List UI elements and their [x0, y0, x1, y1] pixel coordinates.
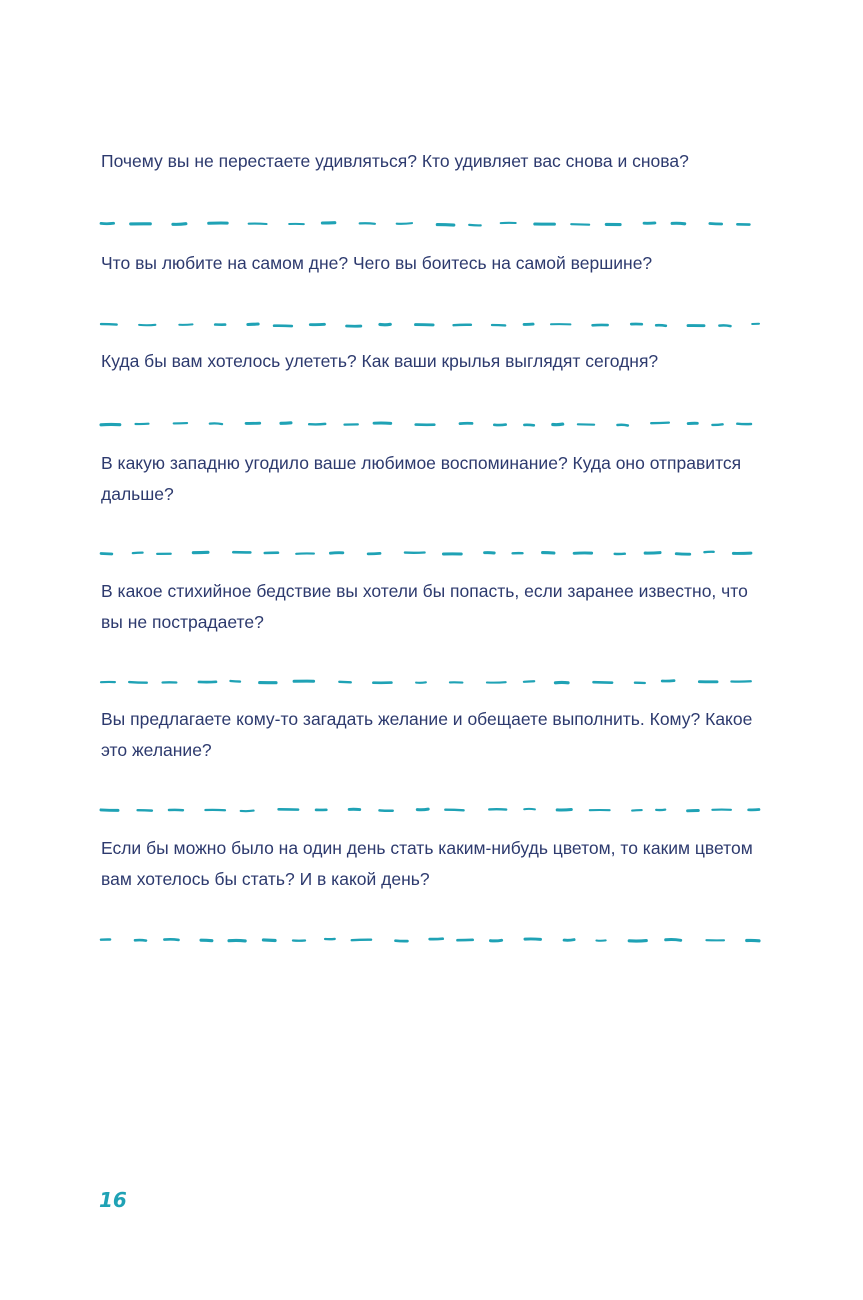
- dash-stroke: [719, 325, 730, 326]
- dash-stroke: [524, 681, 534, 682]
- dash-stroke: [101, 810, 118, 811]
- dash-stroke: [173, 224, 186, 225]
- prompt-2: Что вы любите на самом дне? Чего вы боитесь на самой вершине?: [101, 253, 653, 273]
- dash-stroke: [656, 325, 666, 326]
- dash-stroke: [437, 225, 454, 226]
- answer-line-2[interactable]: [99, 319, 761, 331]
- page-number: 16: [99, 1188, 127, 1212]
- dash-stroke: [445, 810, 463, 811]
- dash-stroke: [101, 324, 117, 325]
- dash-stroke: [564, 940, 574, 941]
- answer-line-1[interactable]: [99, 218, 761, 230]
- dash-stroke: [676, 554, 689, 555]
- dash-stroke: [248, 324, 258, 325]
- dashed-line-graphic: [99, 676, 761, 688]
- dash-stroke: [712, 424, 722, 425]
- dash-stroke: [645, 553, 660, 554]
- dash-stroke: [594, 682, 613, 683]
- answer-line-7[interactable]: [99, 934, 761, 946]
- answer-line-5[interactable]: [99, 676, 761, 688]
- dash-stroke: [281, 423, 291, 424]
- dash-stroke: [494, 425, 505, 426]
- dash-stroke: [352, 940, 371, 941]
- dash-stroke: [133, 553, 143, 554]
- dashed-line-graphic: [99, 418, 761, 430]
- dash-stroke: [229, 940, 245, 941]
- dash-stroke: [417, 809, 428, 810]
- dashed-line-graphic: [99, 804, 761, 816]
- prompt-7: Если бы можно было на один день стать каким-нибудь цветом, то каким цветом вам хотелось бы стать? И в какой день?: [101, 838, 753, 889]
- dash-stroke: [666, 940, 681, 941]
- dash-stroke: [632, 810, 642, 811]
- dash-stroke: [524, 809, 535, 810]
- dash-stroke: [241, 811, 254, 812]
- dash-stroke: [651, 423, 669, 424]
- answer-line-4[interactable]: [99, 547, 761, 559]
- dashed-line-graphic: [99, 218, 761, 230]
- dashed-line-graphic: [99, 934, 761, 946]
- dash-stroke: [101, 554, 112, 555]
- dash-stroke: [397, 223, 412, 224]
- dash-stroke: [360, 223, 375, 224]
- prompt-1: Почему вы не перестаете удивляться? Кто удивляет вас снова и снова?: [101, 151, 689, 171]
- dash-stroke: [710, 224, 722, 225]
- dashed-line-graphic: [99, 319, 761, 331]
- dash-stroke: [368, 553, 380, 554]
- prompt-3: Куда бы вам хотелось улететь? Как ваши крылья выглядят сегодня?: [101, 351, 659, 371]
- dash-stroke: [571, 224, 589, 225]
- prompt-5: В какое стихийное бедствие вы хотели бы попасть, если заранее известно, что вы не пострадаете?: [101, 581, 748, 632]
- dash-stroke: [135, 940, 146, 941]
- prompt-6: Вы предлагаете кому-то загадать желание и обещаете выполнить. Кому? Какое это желание?: [101, 709, 753, 760]
- dash-stroke: [201, 940, 212, 941]
- dash-stroke: [618, 425, 628, 426]
- dash-stroke: [672, 223, 685, 224]
- dash-stroke: [309, 424, 325, 425]
- dash-stroke: [210, 423, 222, 424]
- dash-stroke: [469, 225, 481, 226]
- dashed-line-graphic: [99, 547, 761, 559]
- dash-stroke: [339, 682, 351, 683]
- answer-line-3[interactable]: [99, 418, 761, 430]
- prompt-4: В какую западню угодило ваше любимое воспоминание? Куда оно отправится дальше?: [101, 453, 742, 504]
- answer-line-6[interactable]: [99, 804, 761, 816]
- dash-stroke: [164, 939, 178, 940]
- dash-stroke: [263, 940, 275, 941]
- dash-stroke: [553, 424, 563, 425]
- dash-stroke: [491, 940, 502, 941]
- dash-stroke: [129, 682, 147, 683]
- dash-stroke: [231, 681, 241, 682]
